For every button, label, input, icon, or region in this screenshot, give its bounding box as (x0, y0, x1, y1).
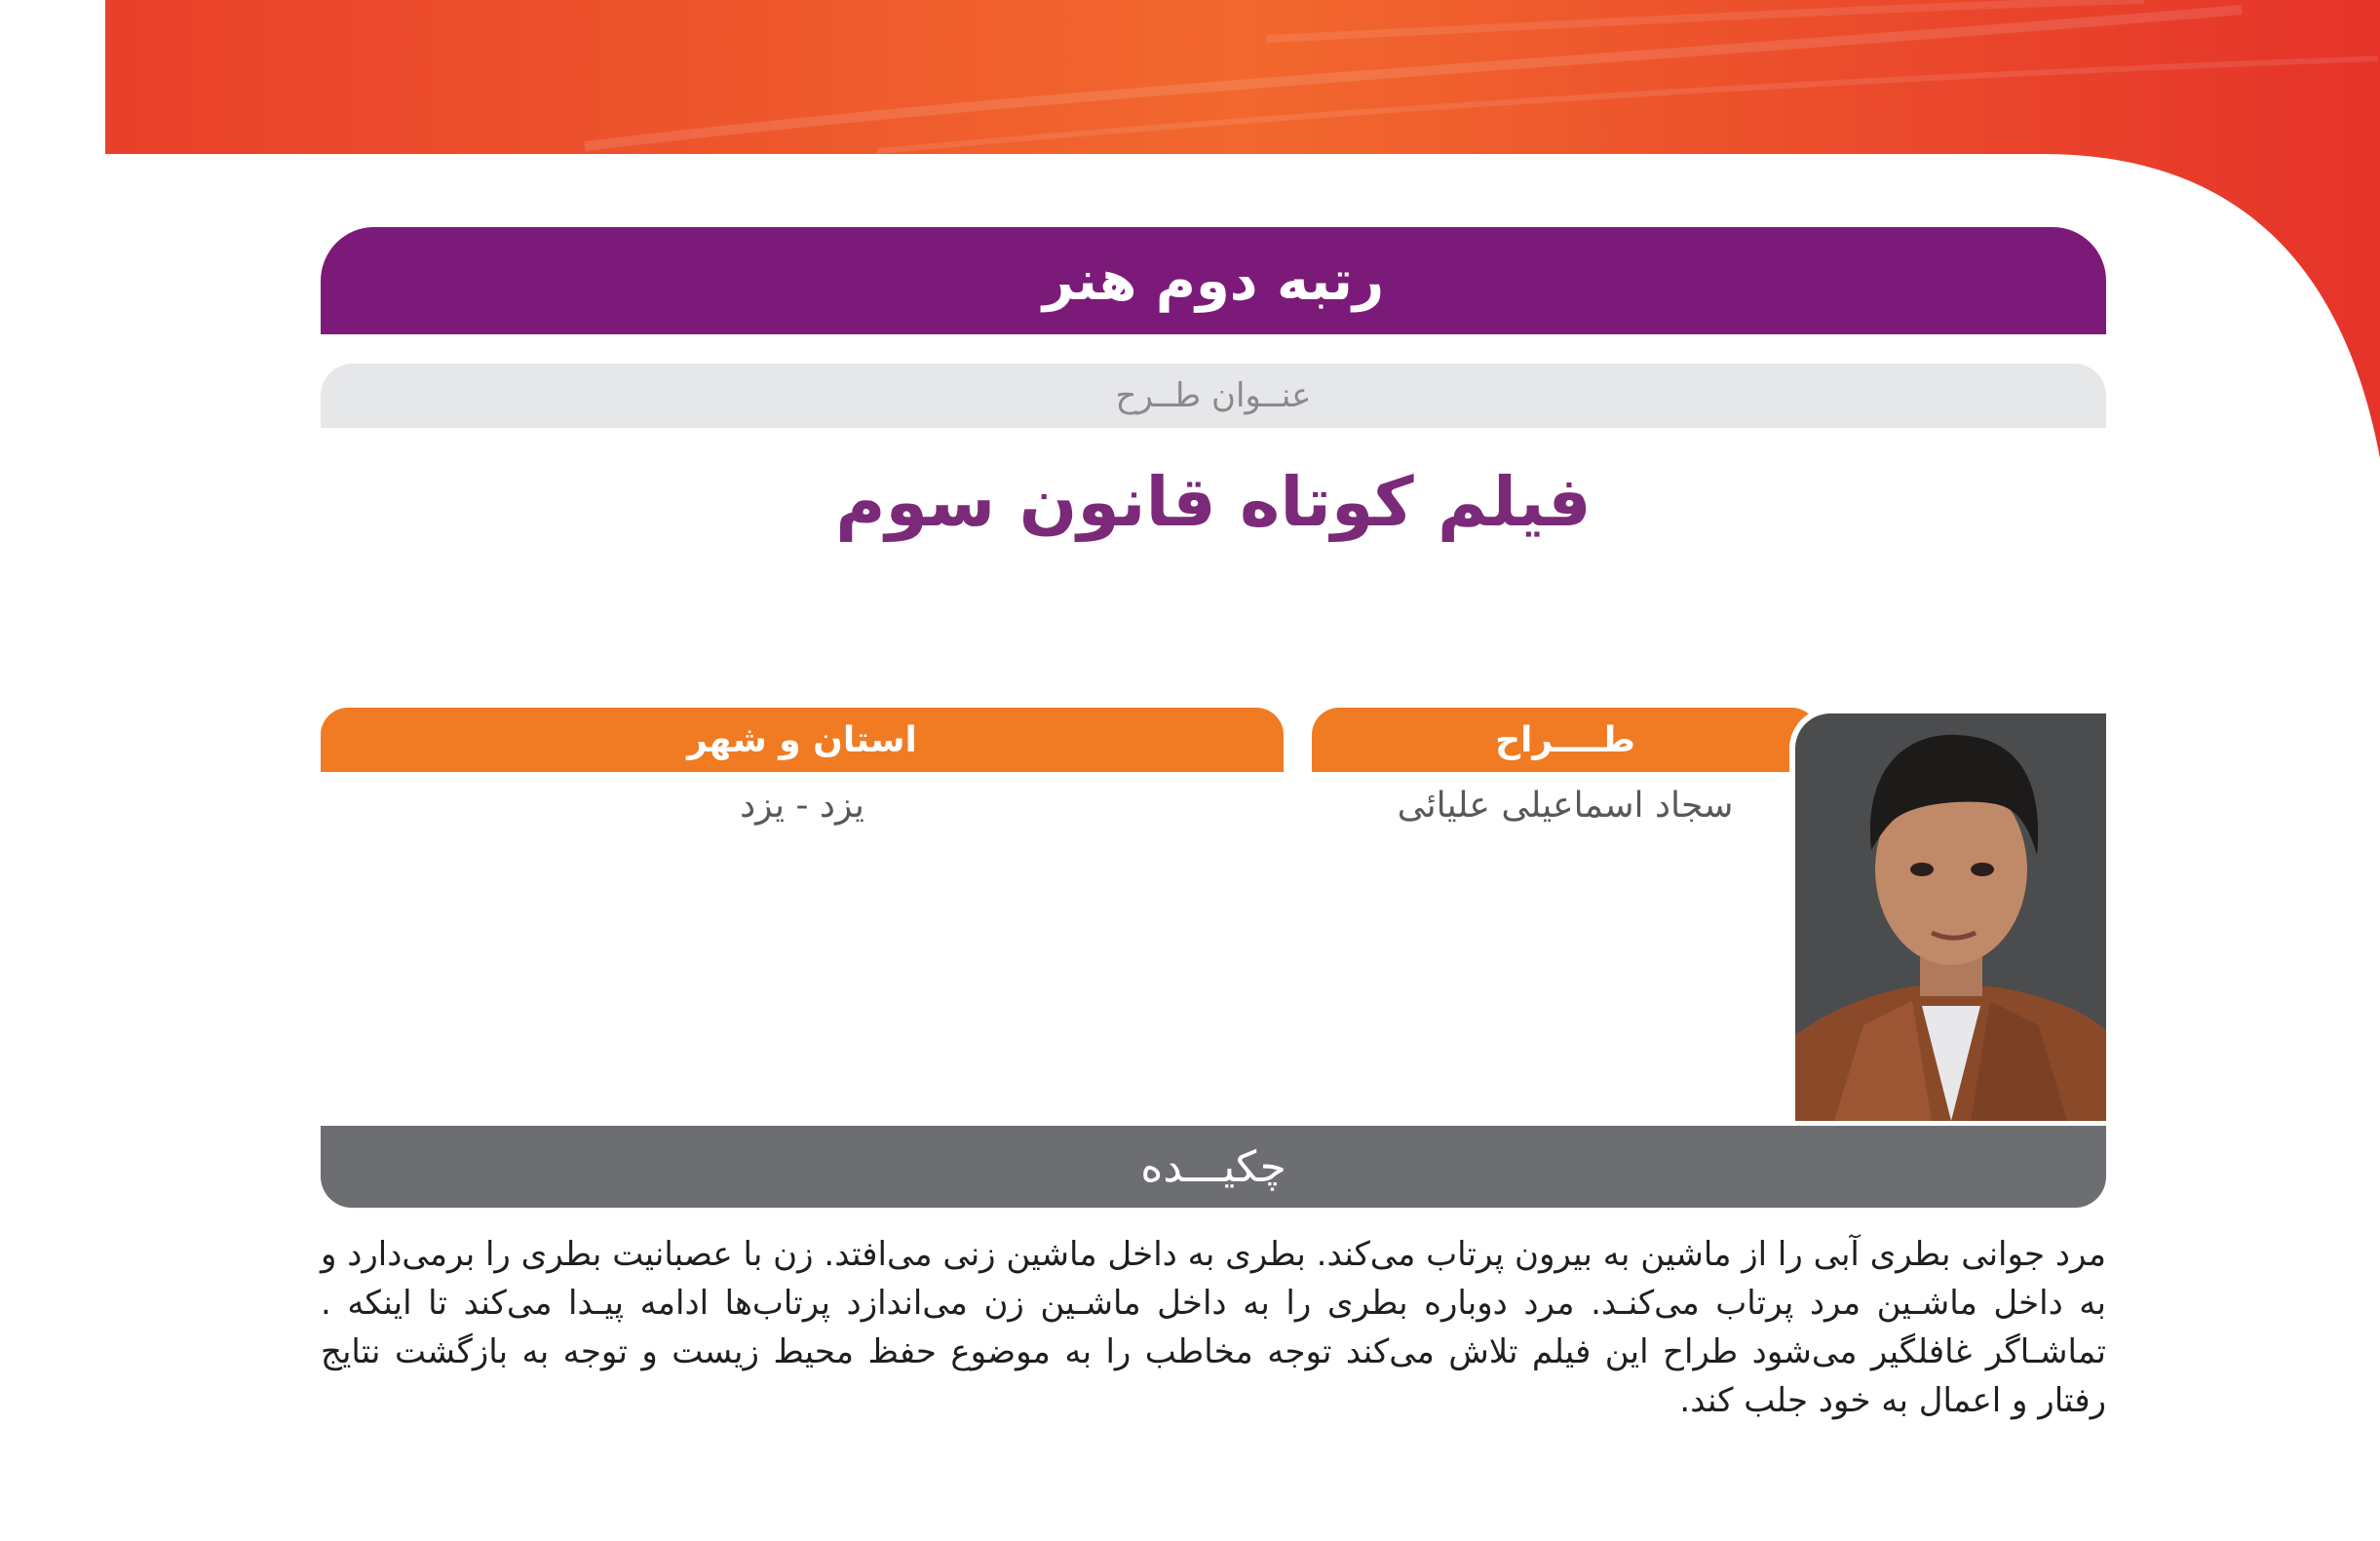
abstract-label: چکیـــده (1140, 1141, 1286, 1192)
person-portrait-icon (1795, 713, 2106, 1121)
project-title-label: عنــوان طــرح (1115, 376, 1312, 415)
designer-label: طــــراح (1495, 719, 1635, 760)
province-label: استان و شهر (687, 719, 917, 760)
project-title: فیلم کوتاه قانون سوم (835, 462, 1592, 542)
abstract-bar (321, 1126, 2106, 1208)
rank-label: رتبه دوم هنر (1042, 249, 1385, 313)
abstract-text: مرد جوانی بطری آبی را از ماشین به بیرون پرتاب می‌کند. بطری به داخل ماشین زنی می‌افتد. زن با عصبانیت بطری را برمی‌دارد و به داخل ماشـین مرد پرتاب می‌کنـد. مرد دوباره بطری را به داخل ماشـین زن می‌اندازد پرتاب‌ها ادامه پیـدا می‌کند تا اینکه . تماشـاگر غافلگیر می‌شود طراح این فیلم تلاش می‌کند توجه مخاطب را به موضوع حفظ محیط زیست و توجه به بازگشت نتایج رفتار و اعمال به خود جلب کند. (321, 1235, 2106, 1420)
designer-photo (1789, 708, 2106, 1121)
project-title-label-bar (321, 364, 2106, 428)
province-tab (321, 708, 1284, 772)
designer-name: سجاد اسماعیلی علیائی (1397, 785, 1734, 826)
rank-banner (321, 227, 2106, 334)
province-value: یزد - یزد (740, 785, 864, 826)
designer-tab (1312, 708, 1819, 772)
